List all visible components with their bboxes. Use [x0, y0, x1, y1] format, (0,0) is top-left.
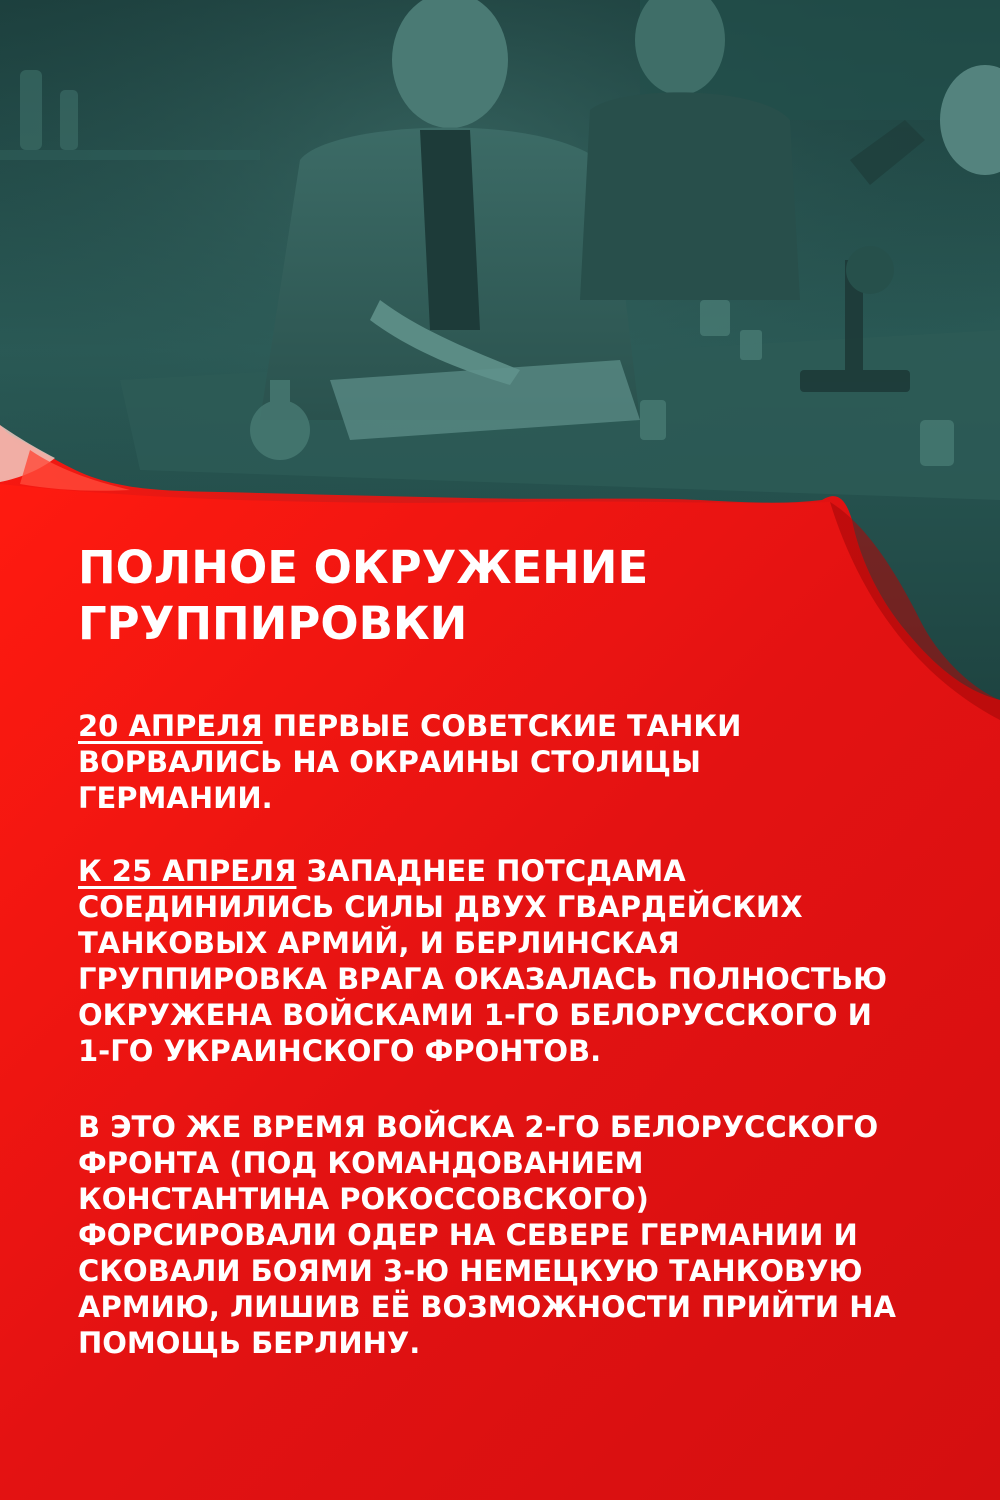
paragraph-line: ФРОНТА (ПОД КОМАНДОВАНИЕМ [78, 1146, 644, 1180]
paragraph-text: ПЕРВЫЕ СОВЕТСКИЕ ТАНКИ [262, 709, 742, 743]
paragraph-line [78, 853, 938, 889]
paragraph-2nd-belorussian-front [78, 1109, 938, 1361]
paragraph-line: 1-ГО УКРАИНСКОГО ФРОНТОВ. [78, 1034, 602, 1068]
paragraph-line: ВОРВАЛИСЬ НА ОКРАИНЫ СТОЛИЦЫ [78, 745, 701, 779]
paragraph-line [78, 708, 938, 744]
paragraph-line: ГРУППИРОВКА ВРАГА ОКАЗАЛАСЬ ПОЛНОСТЬЮ [78, 962, 887, 996]
paragraph-line: ГЕРМАНИИ. [78, 781, 273, 815]
headline-line: ГРУППИРОВКИ [78, 597, 468, 650]
paragraph-line: СОЕДИНИЛИСЬ СИЛЫ ДВУХ ГВАРДЕЙСКИХ [78, 890, 803, 924]
paragraph-line: ТАНКОВЫХ АРМИЙ, И БЕРЛИНСКАЯ [78, 926, 680, 960]
text-content [78, 540, 938, 1361]
paragraph-text: ЗАПАДНЕЕ ПОТСДАМА [296, 854, 686, 888]
paragraph-line: СКОВАЛИ БОЯМИ 3-Ю НЕМЕЦКУЮ ТАНКОВУЮ [78, 1254, 863, 1288]
paragraph-line: АРМИЮ, ЛИШИВ ЕЁ ВОЗМОЖНОСТИ ПРИЙТИ НА [78, 1290, 897, 1324]
date-april-25: К 25 АПРЕЛЯ [78, 854, 297, 888]
paragraph-april-25 [78, 853, 938, 1069]
paragraph-line: ПОМОЩЬ БЕРЛИНУ. [78, 1326, 421, 1360]
headline-line: ПОЛНОЕ ОКРУЖЕНИЕ [78, 541, 649, 594]
paragraph-line: В ЭТО ЖЕ ВРЕМЯ ВОЙСКА 2-ГО БЕЛОРУССКОГО [78, 1110, 879, 1144]
paragraph-april-20 [78, 708, 938, 816]
date-april-20: 20 АПРЕЛЯ [78, 709, 263, 743]
paragraph-line: ОКРУЖЕНА ВОЙСКАМИ 1-ГО БЕЛОРУССКОГО И [78, 998, 872, 1032]
paragraph-line: КОНСТАНТИНА РОКОССОВСКОГО) [78, 1182, 649, 1216]
paragraph-line: ФОРСИРОВАЛИ ОДЕР НА СЕВЕРЕ ГЕРМАНИИ И [78, 1218, 858, 1252]
headline [78, 540, 938, 652]
